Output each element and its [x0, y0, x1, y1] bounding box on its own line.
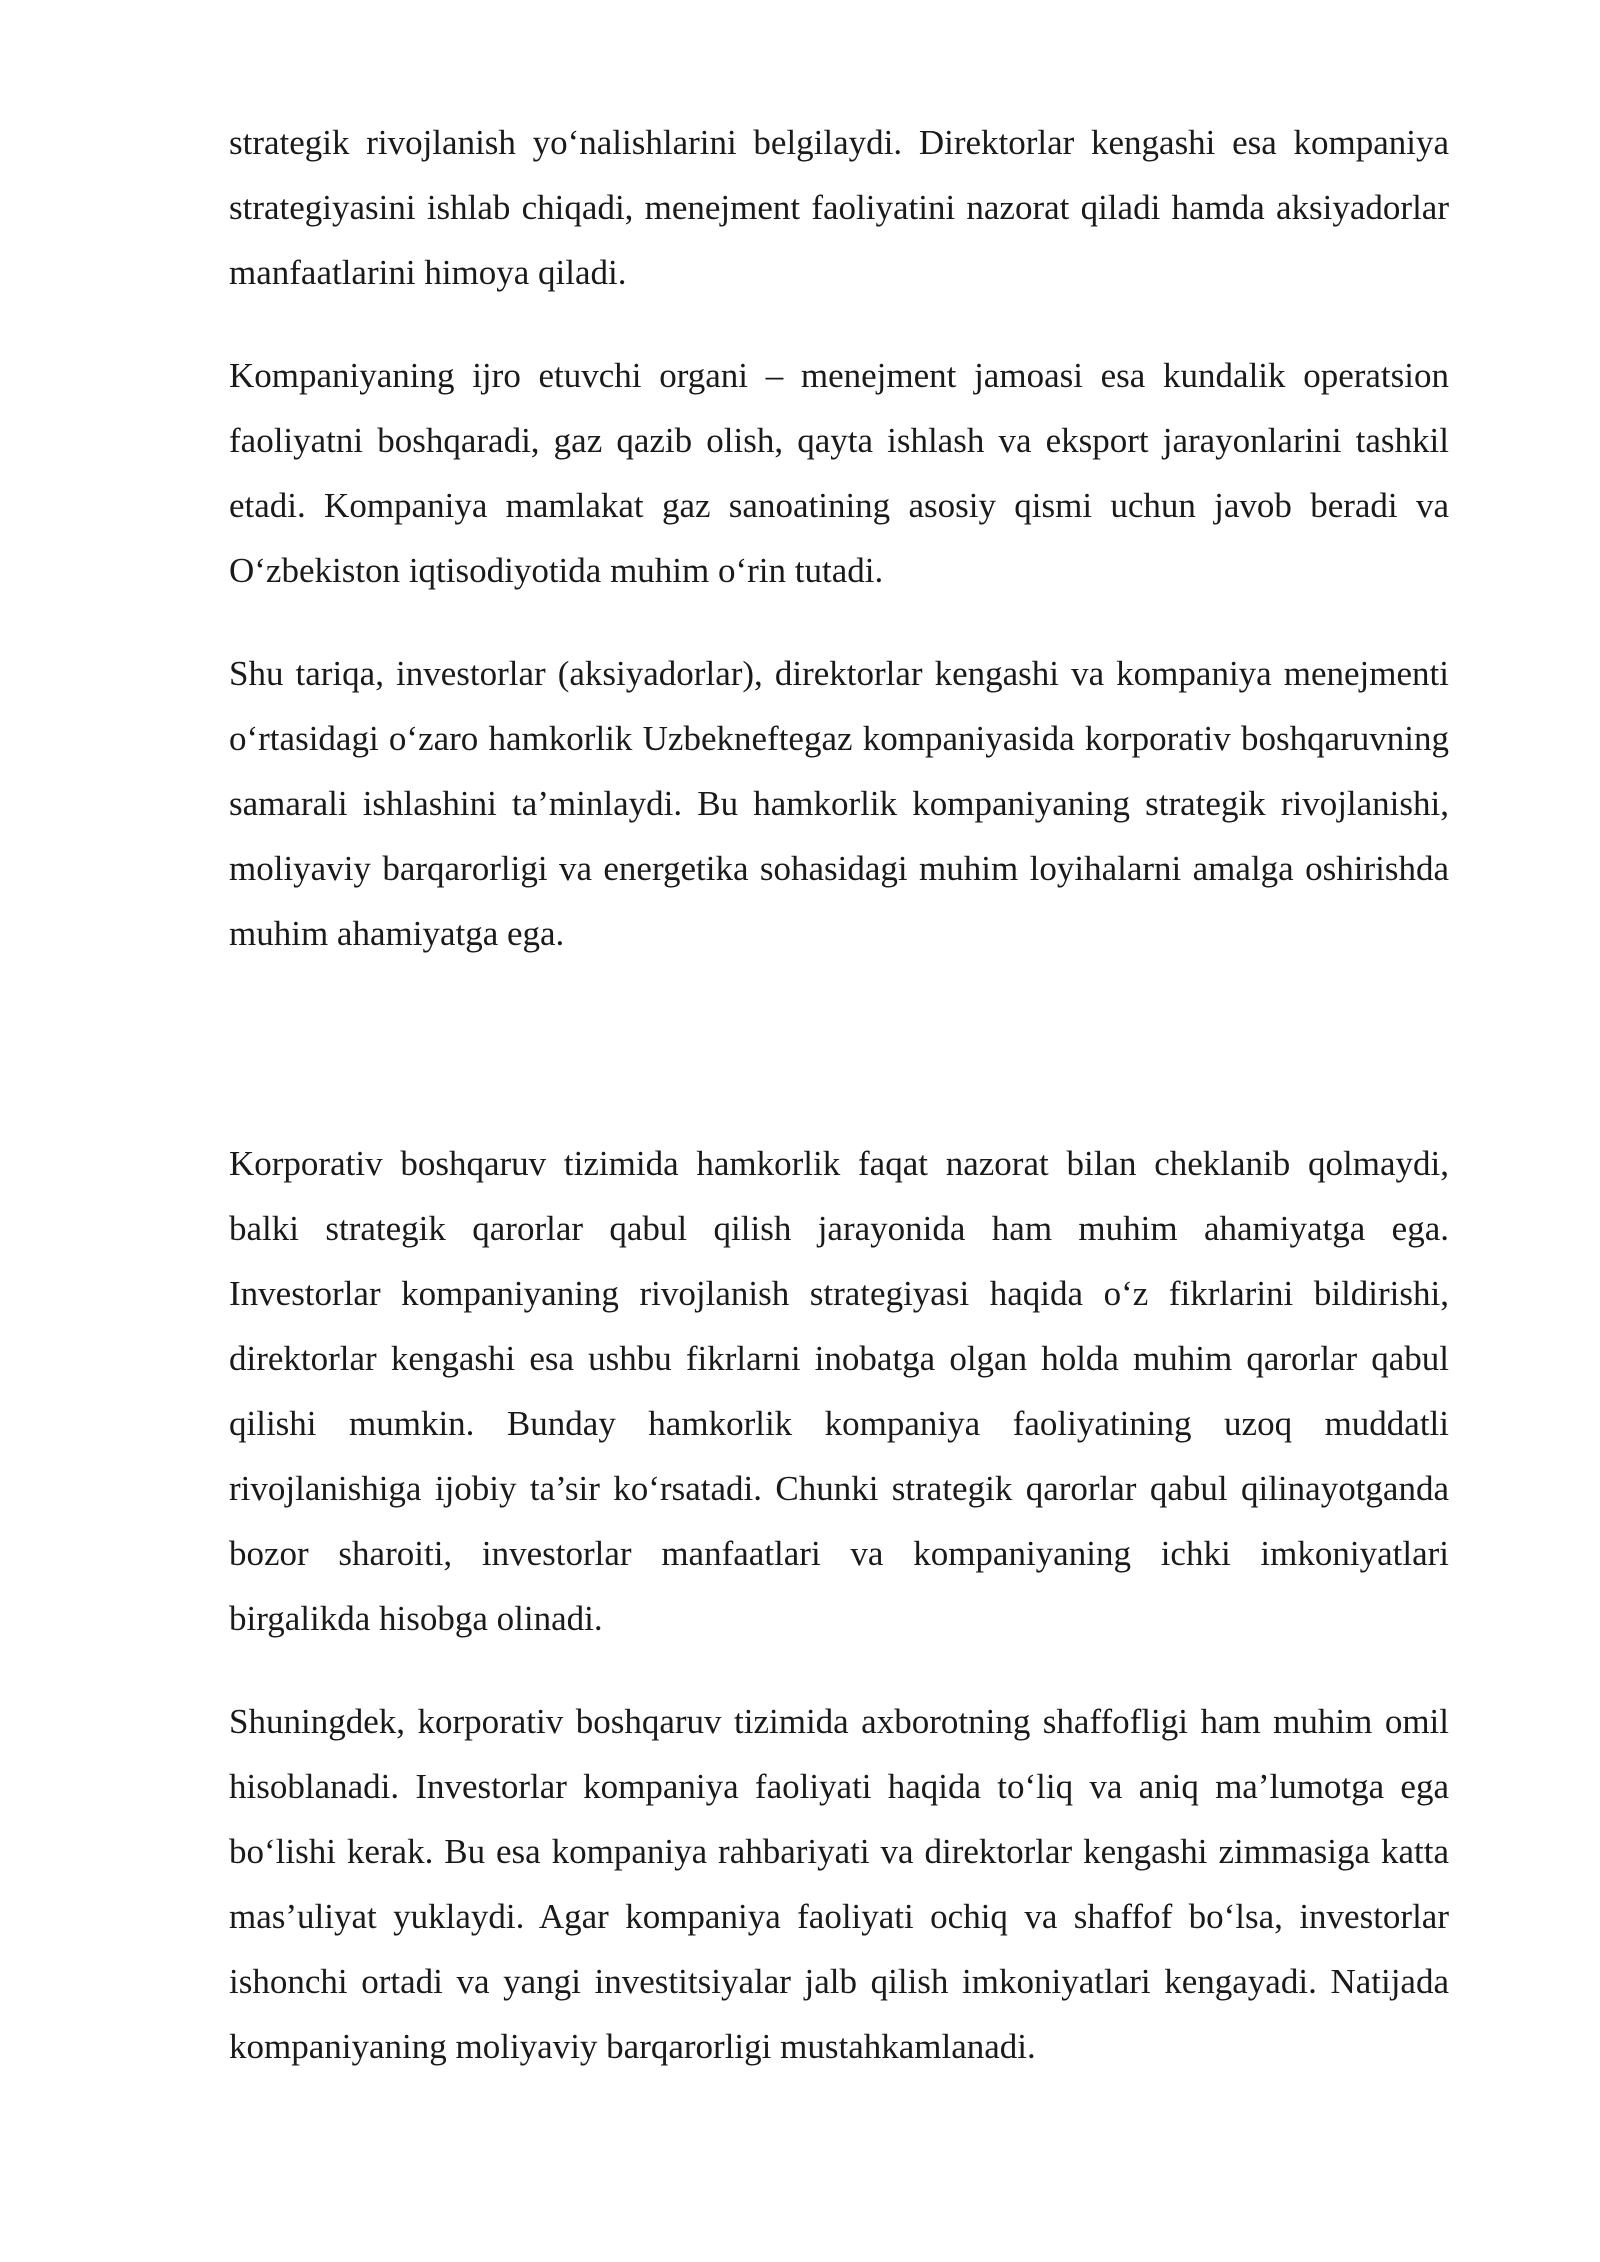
paragraph-3: Shu tariqa, investorlar (aksiyadorlar), direktorlar kengashi va kompaniya menejmenti o‘rtasidagi o‘zaro hamkorlik Uzbekneftegaz kompaniyasida korporativ boshqaruvning samarali ishlashini ta’minlaydi. Bu hamkorlik kompaniyaning strategik rivojlanishi, moliyaviy barqarorligi va energetika sohasidagi muhim loyihalarni amalga oshirishda muhim ahamiyatga ega. — [229, 654, 1449, 953]
paragraph-4: Korporativ boshqaruv tizimida hamkorlik faqat nazorat bilan cheklanib qolmaydi, balki strategik qarorlar qabul qilish jarayonida ham muhim ahamiyatga ega. Investorlar kompaniyaning rivojlanish strategiyasi haqida o‘z fikrlarini bildirishi, direktorlar kengashi esa ushbu fikrlarni inobatga olgan holda muhim qarorlar qabul qilishi mumkin. Bunday hamkorlik kompaniya faoliyatining uzoq muddatli rivojlanishiga ijobiy ta’sir ko‘rsatadi. Chunki strategik qarorlar qabul qilinayotganda bozor sharoiti, investorlar manfaatlari va kompaniyaning ichki imkoniyatlari birgalikda hisobga olinadi. — [229, 1144, 1449, 1638]
document-body — [229, 110, 1449, 2117]
paragraph-1: strategik rivojlanish yo‘nalishlarini belgilaydi. Direktorlar kengashi esa kompaniya strategiyasini ishlab chiqadi, menejment faoliyatini nazorat qiladi hamda aksiyadorlar manfaatlarini himoya qiladi. — [229, 123, 1449, 292]
paragraph-5: Shuningdek, korporativ boshqaruv tizimida axborotning shaffofligi ham muhim omil hisoblanadi. Investorlar kompaniya faoliyati haqida to‘liq va aniq ma’lumotga ega bo‘lishi kerak. Bu esa kompaniya rahbariyati va direktorlar kengashi zimmasiga katta mas’uliyat yuklaydi. Agar kompaniya faoliyati ochiq va shaffof bo‘lsa, investorlar ishonchi ortadi va yangi investitsiyalar jalb qilish imkoniyatlari kengayadi. Natijada kompaniyaning moliyaviy barqarorligi mustahkamlanadi. — [229, 1702, 1449, 2066]
paragraph-2: Kompaniyaning ijro etuvchi organi – menejment jamoasi esa kundalik operatsion faoliyatni boshqaradi, gaz qazib olish, qayta ishlash va eksport jarayonlarini tashkil etadi. Kompaniya mamlakat gaz sanoatining asosiy qismi uchun javob beradi va O‘zbekiston iqtisodiyotida muhim o‘rin tutadi. — [229, 356, 1449, 590]
